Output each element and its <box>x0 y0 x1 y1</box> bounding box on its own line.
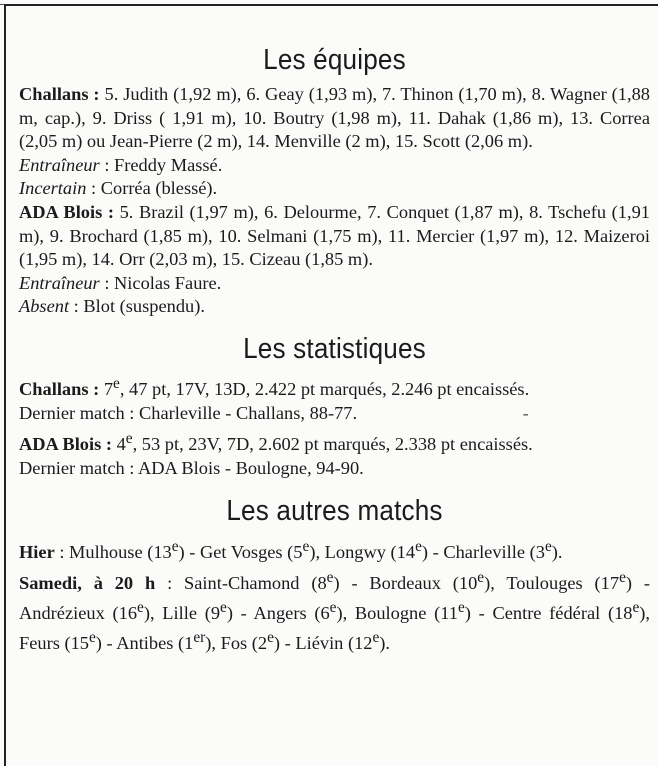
fixture-text: ), Feurs (15 <box>19 603 651 653</box>
ordinal-suffix: e <box>171 537 179 555</box>
blois-roster <box>19 201 650 272</box>
ordinal-suffix: e <box>457 599 465 616</box>
ordinal-suffix: e <box>415 537 422 555</box>
challans-team-label: Challans : <box>19 84 100 104</box>
fixture-text: ). <box>379 632 391 653</box>
fixture-text: : Saint-Chamond (8 <box>155 573 327 594</box>
ordinal-suffix: e <box>220 599 227 616</box>
blois-coach-label: Entraîneur <box>19 272 100 293</box>
samedi-results <box>19 566 650 655</box>
ordinal-suffix: er <box>193 628 206 646</box>
blois-status-label: Absent <box>19 296 70 317</box>
fixture-text: ) - Antibes (1 <box>95 632 194 653</box>
challans-status-text: : Corréa (blessé). <box>86 178 218 199</box>
blois-coach <box>19 272 650 296</box>
hier-label: Hier <box>19 541 55 562</box>
blois-rank-sup: e <box>125 430 133 448</box>
ordinal-suffix: e <box>302 537 310 555</box>
challans-coach-label: Entraîneur <box>19 154 100 175</box>
fixture-text: ). <box>551 541 563 562</box>
fixture-text: ) - Get Vosges (5 <box>178 541 303 562</box>
fixture-text: : Mulhouse (13 <box>54 541 172 562</box>
ordinal-suffix: e <box>544 537 552 555</box>
challans-stats-text: , 47 pt, 17V, 13D, 2.422 pt marqués, 2.246 pt encaissés. <box>119 379 530 400</box>
samedi-label: Samedi, à 20 h <box>19 573 156 594</box>
fixture-text: ) - Liévin (12 <box>273 632 373 653</box>
fixture-text: ), Toulouges (17 <box>484 573 620 594</box>
fixture-text: ) - Centre fédéral (18 <box>464 603 633 624</box>
challans-rank-sup: e <box>113 374 120 392</box>
fixture-text: ), Longwy (14 <box>309 541 416 562</box>
ordinal-suffix: e <box>326 569 334 587</box>
ordinal-suffix: e <box>88 628 96 646</box>
hier-fixtures <box>54 537 563 562</box>
hier-results <box>19 535 650 565</box>
challans-status-label: Incertain <box>19 178 87 199</box>
challans-stats <box>19 372 650 402</box>
blois-last-match: Dernier match : ADA Blois - Boulogne, 94-90. <box>19 457 364 478</box>
challans-coach <box>19 154 650 178</box>
ordinal-suffix: e <box>619 569 626 587</box>
challans-last-match: Dernier match : Charleville - Challans, 88-77. <box>19 402 358 423</box>
challans-status <box>19 177 650 201</box>
fixture-text: ) - Andrézieux (16 <box>19 573 650 624</box>
ordinal-suffix: e <box>137 599 144 616</box>
challans-roster <box>19 83 650 154</box>
fixture-text: ), Lille (9 <box>143 603 221 624</box>
blois-status <box>19 295 650 319</box>
blois-players: 5. Brazil (1,97 m), 6. Delourme, 7. Conquet (1,87 m), 8. Tschefu (1,91 m), 9. Brochard (1,85 m), 10. Selmani (1,75 m), 11. Mercier (1,97 m), 12. Maizeroi (1,95 m), 14. Orr (2,03 m), 15. Cizeau (1,85 m). <box>19 201 650 270</box>
blois-stats <box>19 427 650 457</box>
blois-coach-name: : Nicolas Faure. <box>99 272 222 293</box>
heading-equipes: Les équipes <box>263 44 406 76</box>
ordinal-suffix: e <box>477 569 485 587</box>
ordinal-suffix: e <box>329 599 337 616</box>
challans-players: 5. Judith (1,92 m), 6. Geay (1,93 m), 7. Thinon (1,70 m), 8. Wagner (1,88 m, cap.), 9. Driss ( 1,91 m), 10. Boutry (1,98 m), 11. Dahak (1,86 m), 13. Correa (2,05 m) ou Jean-Pierre (2 m), 14. Menville (2 m), 15. Scott (2,06 m). <box>19 84 650 152</box>
heading-statistiques: Les statistiques <box>243 332 426 365</box>
fixture-text: ) - Charleville (3 <box>421 541 545 562</box>
blois-rank: 4 <box>112 434 126 455</box>
article-column <box>19 0 650 655</box>
challans-coach-name: : Freddy Massé. <box>99 154 223 175</box>
stray-mark: - <box>522 402 529 423</box>
blois-team-label: ADA Blois : <box>19 201 114 222</box>
blois-status-text: : Blot (suspendu). <box>69 296 205 317</box>
challans-stats-team: Challans : <box>19 379 100 400</box>
blois-stats-text: , 53 pt, 23V, 7D, 2.602 pt marqués, 2.338 pt encaissés. <box>132 434 533 455</box>
fixture-text: ) - Angers (6 <box>226 603 330 624</box>
fixture-text: ) - Bordeaux (10 <box>333 573 478 594</box>
heading-autres-matchs: Les autres matchs <box>226 494 443 527</box>
blois-last-match-line <box>19 457 650 481</box>
fixture-text: ), Fos (2 <box>205 632 268 653</box>
ordinal-suffix: e <box>267 628 274 646</box>
challans-rank: 7 <box>99 379 114 400</box>
challans-last-match-line <box>19 402 650 426</box>
ordinal-suffix: e <box>632 599 640 616</box>
ordinal-suffix: e <box>372 628 380 646</box>
fixture-text: ), Boulogne (11 <box>336 603 458 624</box>
blois-stats-team: ADA Blois : <box>19 434 112 455</box>
